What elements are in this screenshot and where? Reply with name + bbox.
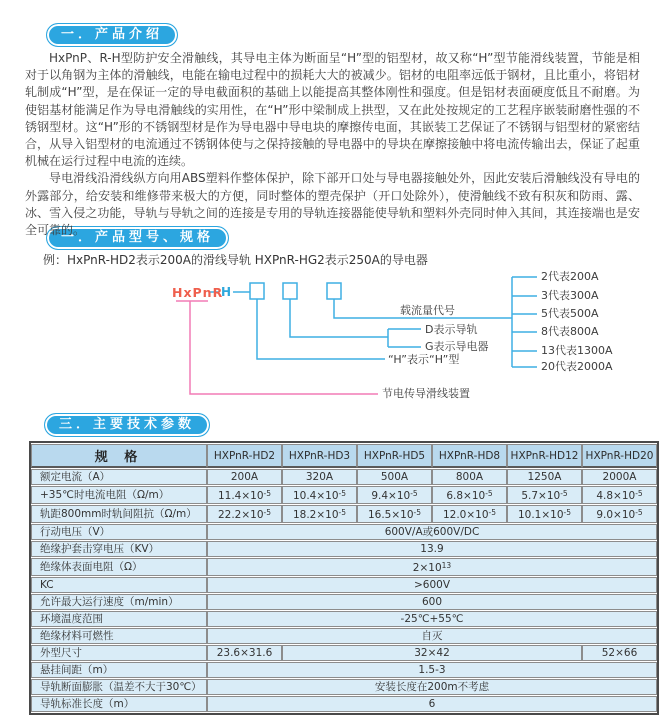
value-cell: 800A <box>432 469 507 485</box>
diagram-label-h-type: “H”表示“H”型 <box>388 353 460 366</box>
value-cell: $9.0\times 10^{-5}$ <box>582 505 657 523</box>
table-row <box>31 577 657 593</box>
value-cell: -25℃+55℃ <box>207 611 657 627</box>
value-cell: $4.8\times 10^{-5}$ <box>582 486 657 504</box>
value-cell: 320A <box>282 469 357 485</box>
value-cell: 2000A <box>582 469 657 485</box>
section-banner-specs: 三．主要技术参数 <box>44 413 210 437</box>
spec-table <box>29 441 659 715</box>
value-cell: 600 <box>207 594 657 610</box>
diagram-label-device: 节电传导滑线装置 <box>382 387 470 400</box>
value-cell: 安装长度在200m不考虑 <box>207 679 657 695</box>
table-row <box>31 486 657 504</box>
value-cell: $10.4\times 10^{-5}$ <box>282 486 357 504</box>
row-label-cell: 导轨标准长度（m） <box>31 696 207 712</box>
capacity-code-800A: 8代表800A <box>541 325 599 338</box>
row-label-cell: KC <box>31 577 207 593</box>
diagram-label-collector: G表示导电器 <box>425 340 489 353</box>
table-row <box>31 558 657 576</box>
model-header-cell: HXPnR-HD8 <box>432 444 507 468</box>
row-label-cell: 行动电压（V） <box>31 524 207 540</box>
table-row <box>31 662 657 678</box>
row-label-cell: 悬挂间距（m） <box>31 662 207 678</box>
value-cell: 13.9 <box>207 541 657 557</box>
row-label-cell: 绝缘材料可燃性 <box>31 628 207 644</box>
value-cell: $18.2\times 10^{-5}$ <box>282 505 357 523</box>
model-example-line: 例：HxPnR-HD2表示200A的滑线导轨 HXPnR-HG2表示250A的导电器 <box>43 253 428 267</box>
table-row <box>31 524 657 540</box>
capacity-code-2000A: 20代表2000A <box>541 360 613 373</box>
value-cell: 32×42 <box>282 645 582 661</box>
value-cell: $11.4\times 10^{-5}$ <box>207 486 282 504</box>
capacity-code-300A: 3代表300A <box>541 289 599 302</box>
value-cell: $5.7\times 10^{-5}$ <box>507 486 582 504</box>
model-field-box-3 <box>327 283 341 299</box>
row-label-cell: 环境温度范围 <box>31 611 207 627</box>
value-cell: 600V/A或600V/DC <box>207 524 657 540</box>
row-label-cell: 外型尺寸 <box>31 645 207 661</box>
model-field-box-1 <box>250 283 264 299</box>
value-cell: 52×66 <box>582 645 657 661</box>
capacity-code-1300A: 13代表1300A <box>541 344 613 357</box>
value-cell: $10.1\times 10^{-5}$ <box>507 505 582 523</box>
model-header-cell: HXPnR-HD2 <box>207 444 282 468</box>
value-cell: 1.5-3 <box>207 662 657 678</box>
table-row <box>31 611 657 627</box>
table-row <box>31 505 657 523</box>
value-cell: $2\times 10^{13}$ <box>207 558 657 576</box>
value-cell: 200A <box>207 469 282 485</box>
table-row <box>31 628 657 644</box>
section-banner-intro: 一．产品介绍 <box>46 23 178 47</box>
spec-header-cell: 规 格 <box>31 444 207 468</box>
capacity-code-500A: 5代表500A <box>541 307 599 320</box>
intro-text <box>25 50 640 239</box>
row-label-cell: 额定电流（A） <box>31 469 207 485</box>
model-root-code: HxPnR <box>172 285 224 300</box>
value-cell: $16.5\times 10^{-5}$ <box>357 505 432 523</box>
model-header-cell: HXPnR-HD3 <box>282 444 357 468</box>
model-header-cell: HXPnR-HD20 <box>582 444 657 468</box>
value-cell: 1250A <box>507 469 582 485</box>
value-cell: 23.6×31.6 <box>207 645 282 661</box>
table-header-row <box>31 444 657 468</box>
model-header-cell: HXPnR-HD12 <box>507 444 582 468</box>
capacity-code-200A: 2代表200A <box>541 270 599 283</box>
intro-paragraph-1: HxPnP、R-H型防护安全滑触线，其导电主体为断面呈“H”型的铝型材，故又称“H”型节能滑线装置，节能是相对于以角钢为主体的滑触线，电能在输电过程中的损耗大大的被减少。铝材的电阻率远低于钢材，且比重小，将铝材轧制成“H”型，是在保证一定的导电截面积的基础上以能提高其整体刚性和强度。但是铝材表面硬度低且不耐磨。为使铝基材能满足作为导电滑触线的实用性，在“H”形中梁制成上拱型，又在此处按规定的工艺程序嵌装耐磨性强的不锈钢型材。这“H”形的不锈钢型材是作为导电器中导电块的摩擦传电面，其嵌装工艺保证了不锈钢与铝型材的紧密结合，从导入铝型材的电流通过不锈钢体使与之保持接触的导电器中的导块在摩擦接触中将电流传输出去，保证了起重机械在运行过程中电流的连续。 <box>25 51 640 169</box>
row-label-cell: 轨距800mm时轨间阻抗（Ω/m） <box>31 505 207 523</box>
section-banner-model: 一．产品型号、规格 <box>46 226 229 250</box>
table-row <box>31 696 657 712</box>
model-field-box-2 <box>283 283 297 299</box>
table-row <box>31 645 657 661</box>
diagram-label-capacity: 载流量代号 <box>400 304 455 317</box>
value-cell: $22.2\times 10^{-5}$ <box>207 505 282 523</box>
table-row <box>31 541 657 557</box>
row-label-cell: 绝缘体表面电阻（Ω） <box>31 558 207 576</box>
row-label-cell: 绝缘护套击穿电压（KV） <box>31 541 207 557</box>
value-cell: >600V <box>207 577 657 593</box>
value-cell: $9.4\times 10^{-5}$ <box>357 486 432 504</box>
value-cell: 自灭 <box>207 628 657 644</box>
row-label-cell: 允许最大运行速度（m/min） <box>31 594 207 610</box>
table-row <box>31 679 657 695</box>
spec-table-container <box>29 441 659 715</box>
table-row <box>31 469 657 485</box>
row-label-cell: 导轨断面膨胀（温差不大于30℃） <box>31 679 207 695</box>
row-label-cell: +35℃时电流电阻（Ω/m） <box>31 486 207 504</box>
table-row <box>31 594 657 610</box>
model-header-cell: HXPnR-HD5 <box>357 444 432 468</box>
intro-paragraph-2: 导电滑线沿滑线纵方向用ABS塑料作整体保护，除下部开口处与导电器接触处外，因此安装后滑触线没有导电的外露部分，给安装和维修带来极大的方便，同时整体的塑壳保护（开口处除外），使滑触线不致有积灰和防雨、露、冰、雪入侵之功能，导轨与导轨之间的连接是专用的导轨连接器能使导轨和塑料外壳同时伸入其间，其连接端也是安全可靠的。 <box>25 171 640 238</box>
value-cell: $6.8\times 10^{-5}$ <box>432 486 507 504</box>
value-cell: 6 <box>207 696 657 712</box>
value-cell: $12.0\times 10^{-5}$ <box>432 505 507 523</box>
diagram-label-rail: D表示导轨 <box>425 323 478 336</box>
value-cell: 500A <box>357 469 432 485</box>
model-type-char: H <box>221 285 232 299</box>
